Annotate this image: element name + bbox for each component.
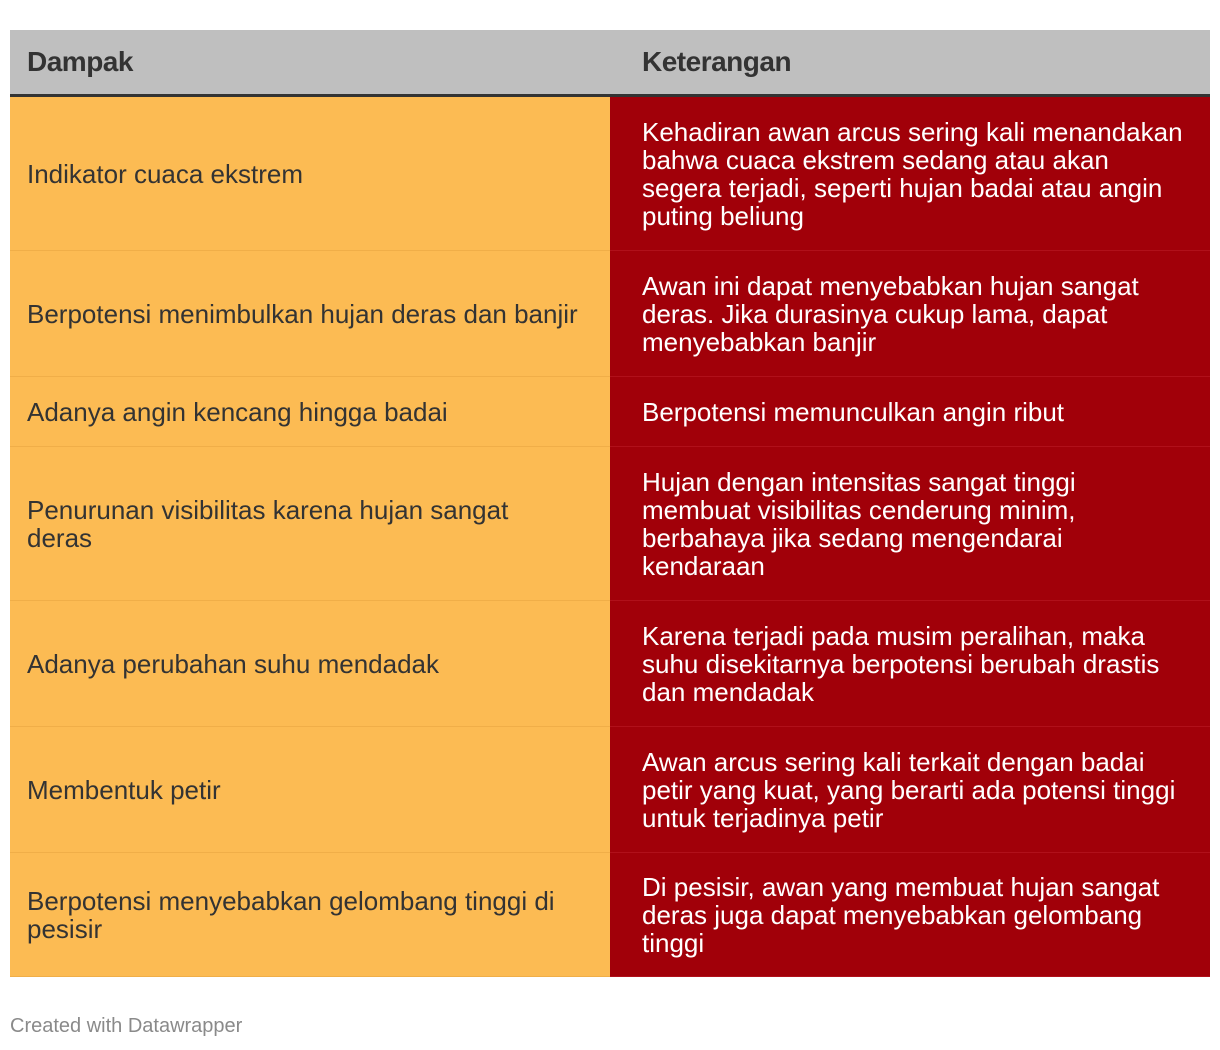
dampak-cell: Indikator cuaca ekstrem bbox=[10, 97, 610, 251]
header-keterangan[interactable]: Keterangan bbox=[642, 46, 792, 77]
keterangan-cell: Awan arcus sering kali terkait dengan badai petir yang kuat, yang berarti ada potensi tinggi untuk terjadinya petir bbox=[610, 727, 1210, 853]
header-dampak[interactable]: Dampak bbox=[27, 46, 133, 77]
table-row bbox=[10, 727, 1210, 853]
dampak-cell: Membentuk petir bbox=[10, 727, 610, 853]
table-header bbox=[10, 30, 1210, 97]
dampak-cell: Berpotensi menimbulkan hujan deras dan banjir bbox=[10, 251, 610, 377]
datawrapper-credit[interactable]: Created with Datawrapper bbox=[10, 1015, 243, 1037]
table-row bbox=[10, 97, 1210, 251]
dampak-cell: Adanya perubahan suhu mendadak bbox=[10, 601, 610, 727]
table-row bbox=[10, 377, 1210, 447]
dampak-cell: Adanya angin kencang hingga badai bbox=[10, 377, 610, 447]
table-row bbox=[10, 853, 1210, 977]
keterangan-cell: Awan ini dapat menyebabkan hujan sangat deras. Jika durasinya cukup lama, dapat menyebabkan banjir bbox=[610, 251, 1210, 377]
dampak-cell: Penurunan visibilitas karena hujan sangat deras bbox=[10, 447, 610, 601]
dampak-cell: Berpotensi menyebabkan gelombang tinggi di pesisir bbox=[10, 853, 610, 977]
table-row bbox=[10, 251, 1210, 377]
keterangan-cell: Di pesisir, awan yang membuat hujan sangat deras juga dapat menyebabkan gelombang tinggi bbox=[610, 853, 1210, 977]
keterangan-cell: Berpotensi memunculkan angin ribut bbox=[610, 377, 1210, 447]
keterangan-cell: Karena terjadi pada musim peralihan, maka suhu disekitarnya berpotensi berubah drastis dan mendadak bbox=[610, 601, 1210, 727]
table-row bbox=[10, 447, 1210, 601]
keterangan-cell: Kehadiran awan arcus sering kali menandakan bahwa cuaca ekstrem sedang atau akan segera terjadi, seperti hujan badai atau angin puting beliung bbox=[610, 97, 1210, 251]
table-row bbox=[10, 601, 1210, 727]
keterangan-cell: Hujan dengan intensitas sangat tinggi membuat visibilitas cenderung minim, berbahaya jika sedang mengendarai kendaraan bbox=[610, 447, 1210, 601]
impact-table bbox=[10, 30, 1210, 977]
